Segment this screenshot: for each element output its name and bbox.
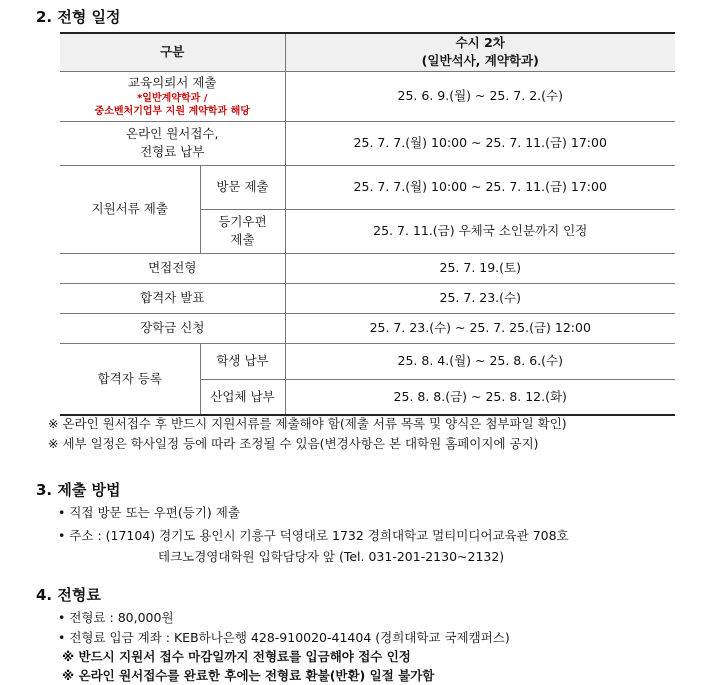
- header-round: [285, 33, 675, 71]
- row-value: 25. 8. 4.(월) ~ 25. 8. 6.(수): [285, 343, 675, 379]
- bullet-account: • 전형료 입금 계좌 : KEB하나은행 428-910020-41404 (경희대학교 국제캠퍼스): [58, 630, 510, 645]
- section-3-title: 3. 제출 방법: [36, 481, 121, 499]
- row-value: 25. 7. 23.(수): [285, 283, 675, 313]
- row-label-announce: 합격자 발표: [60, 283, 285, 313]
- row-sub-l1: 등기우편: [218, 213, 267, 229]
- address-continued: 테크노경영대학원 입학담당자 앞 (Tel. 031-201-2130~2132): [158, 549, 505, 564]
- red-note-2: 중소벤처기업부 지원 계약학과 해당: [94, 106, 250, 118]
- row-value: 25. 7. 11.(금) 우체국 소인분까지 인정: [285, 209, 675, 253]
- row-value: 25. 7. 7.(월) 10:00 ~ 25. 7. 11.(금) 17:00: [285, 121, 675, 165]
- row-label-docs: 지원서류 제출: [60, 165, 200, 253]
- row-label-l1: 온라인 원서접수,: [126, 125, 219, 141]
- section-2-title: 2. 전형 일정: [36, 8, 121, 26]
- row-label-online: [60, 121, 285, 165]
- header-category: 구분: [60, 33, 285, 71]
- row-value: 25. 6. 9.(월) ~ 25. 7. 2.(수): [285, 71, 675, 121]
- bullet-method: • 직접 방문 또는 우편(등기) 제출: [58, 505, 240, 520]
- table-row: [60, 71, 675, 121]
- table-header-row: [60, 33, 675, 71]
- header-round-l1: 수시 2차: [455, 35, 505, 51]
- row-label-scholarship: 장학금 신청: [60, 313, 285, 343]
- row-label-l2: 전형료 납부: [140, 144, 205, 159]
- row-sub-mail: [200, 209, 285, 253]
- warning-2: ※ 온라인 원서접수를 완료한 후에는 전형료 환불(반환) 일절 불가함: [62, 668, 435, 683]
- row-label-request: [60, 71, 285, 121]
- schedule-table: [60, 32, 675, 416]
- table-row: [60, 121, 675, 165]
- row-sub-company: 산업체 납부: [200, 379, 285, 415]
- row-value: 25. 8. 8.(금) ~ 25. 8. 12.(화): [285, 379, 675, 415]
- bullet-address: • 주소 : (17104) 경기도 용인시 기흥구 덕영대로 1732 경희대학교 멀티미디어교육관 708호: [58, 528, 569, 543]
- table-row: [60, 343, 675, 379]
- table-row: [60, 283, 675, 313]
- header-round-l2: (일반석사, 계약학과): [421, 53, 539, 69]
- row-label-text: 교육의뢰서 제출: [128, 74, 217, 90]
- row-label-interview: 면접전형: [60, 253, 285, 283]
- row-sub-student: 학생 납부: [200, 343, 285, 379]
- row-sub-l2: 제출: [230, 232, 255, 247]
- note-1: ※ 온라인 원서접수 후 반드시 지원서류를 제출해야 함(제출 서류 목록 및 양식은 첨부파일 확인): [48, 416, 567, 431]
- row-value: 25. 7. 7.(월) 10:00 ~ 25. 7. 11.(금) 17:00: [285, 165, 675, 209]
- row-sub-visit: 방문 제출: [200, 165, 285, 209]
- bullet-fee: • 전형료 : 80,000원: [58, 610, 174, 625]
- warning-1: ※ 반드시 지원서 접수 마감일까지 전형료를 입금해야 접수 인정: [62, 649, 411, 664]
- section-4-title: 4. 전형료: [36, 586, 101, 604]
- row-value: 25. 7. 23.(수) ~ 25. 7. 25.(금) 12:00: [285, 313, 675, 343]
- row-label-register: 합격자 등록: [60, 343, 200, 415]
- table-row: [60, 253, 675, 283]
- table-row: [60, 165, 675, 209]
- red-note-1: *일반계약학과 /: [137, 93, 208, 105]
- note-2: ※ 세부 일정은 학사일정 등에 따라 조정될 수 있음(변경사항은 본 대학원 홈페이지에 공지): [48, 436, 539, 451]
- row-value: 25. 7. 19.(토): [285, 253, 675, 283]
- table-row: [60, 313, 675, 343]
